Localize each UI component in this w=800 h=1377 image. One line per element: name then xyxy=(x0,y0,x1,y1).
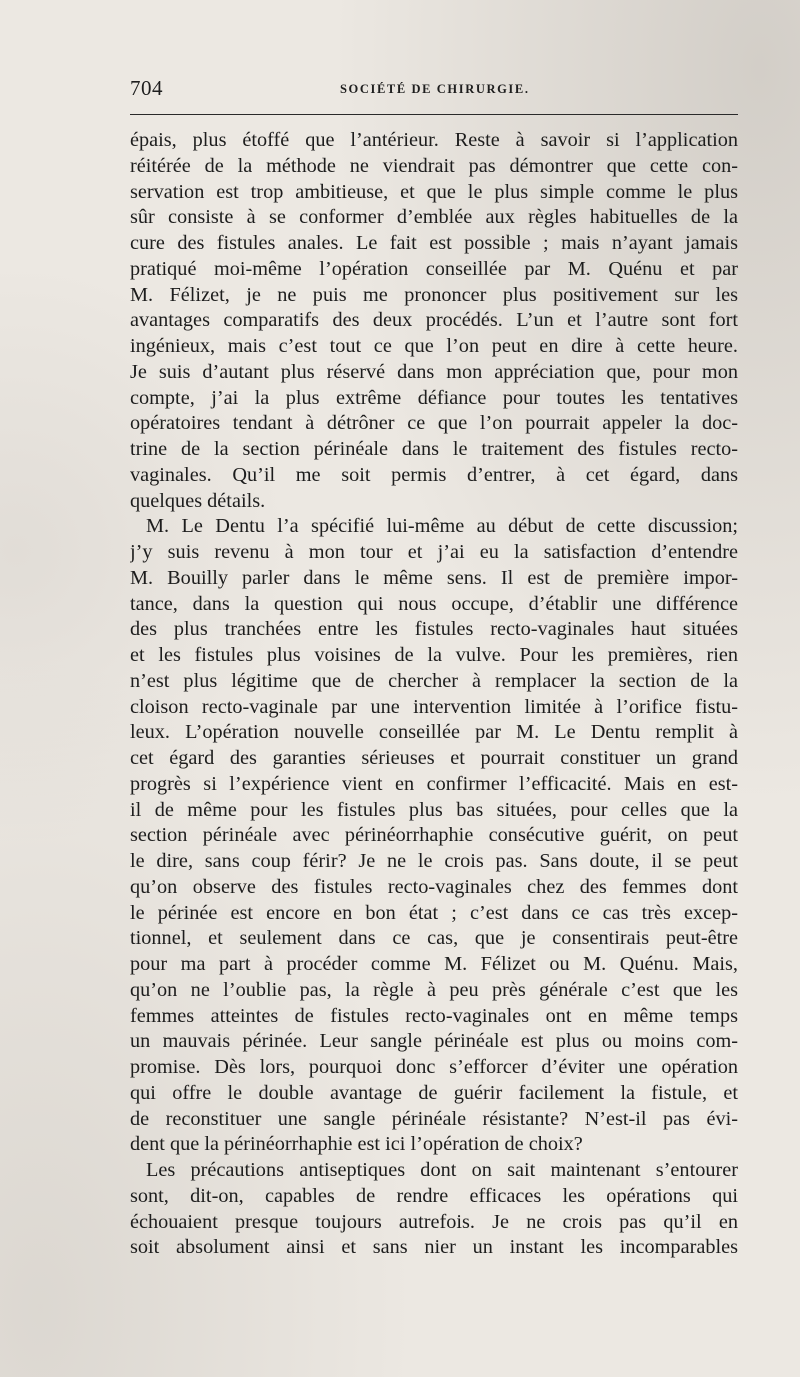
text-line: échouaient presque toujours autrefois. Je ne crois pas qu’il en xyxy=(130,1210,738,1233)
text-line: il de même pour les fistules plus bas situées, pour celles que la xyxy=(130,798,738,821)
text-line: vaginales. Qu’il me soit permis d’entrer, à cet égard, dans xyxy=(130,463,738,486)
text-line: tionnel, et seulement dans ce cas, que je consentirais peut-être xyxy=(130,927,738,950)
text-line: de reconstituer une sangle périnéale résistante? N’est-il pas évi- xyxy=(130,1107,738,1130)
text-line: opératoires tendant à détrôner ce que l’on pourrait appeler la doc- xyxy=(130,412,738,435)
text-line: qui offre le double avantage de guérir facilement la fistule, et xyxy=(130,1081,738,1104)
paragraph-first-line: M. Le Dentu l’a spécifié lui-même au début de cette discussion; xyxy=(146,515,738,538)
text-line: servation est trop ambitieuse, et que le plus simple comme le plus xyxy=(130,180,738,203)
header-rule xyxy=(130,114,738,115)
text-line: compte, j’ai la plus extrême défiance pour toutes les tentatives xyxy=(130,386,738,409)
text-line: qu’on observe des fistules recto-vaginales chez des femmes dont xyxy=(130,875,738,898)
text-line: cet égard des garanties sérieuses et pourrait constituer un grand xyxy=(130,747,738,769)
running-head xyxy=(130,76,738,100)
text-line: M. Bouilly parler dans le même sens. Il est de première impor- xyxy=(130,566,738,589)
text-line: avantages comparatifs des deux procédés. L’un et l’autre sont fort xyxy=(130,309,738,332)
text-line: trine de la section périnéale dans le traitement des fistules recto- xyxy=(130,438,738,460)
text-line: femmes atteintes de fistules recto-vaginales ont en même temps xyxy=(130,1004,738,1027)
text-line: sûr consiste à se conformer d’emblée aux règles habituelles de la xyxy=(130,206,738,229)
text-line: cure des fistules anales. Le fait est possible ; mais n’ayant jamais xyxy=(130,232,738,254)
text-line: qu’on ne l’oublie pas, la règle à peu près générale c’est que les xyxy=(130,978,738,1001)
text-line: et les fistules plus voisines de la vulve. Pour les premières, rien xyxy=(130,644,738,666)
text-line: progrès si l’expérience vient en confirmer l’efficacité. Mais en est- xyxy=(130,772,738,795)
text-line: promise. Dès lors, pourquoi donc s’efforcer d’éviter une opération xyxy=(130,1056,738,1078)
journal-title: SOCIÉTÉ DE CHIRURGIE. xyxy=(340,82,530,96)
text-line: n’est plus légitime que de chercher à remplacer la section de la xyxy=(130,669,738,692)
paragraph-end-line: dent que la périnéorrhaphie est ici l’opération de choix? xyxy=(130,1133,583,1156)
text-line: cloison recto-vaginale par une intervention limitée à l’orifice fistu- xyxy=(130,695,738,718)
text-line: leux. L’opération nouvelle conseillée par M. Le Dentu remplit à xyxy=(130,721,738,744)
text-line: le périnée est encore en bon état ; c’est dans ce cas très excep- xyxy=(130,901,738,924)
text-line: réitérée de la méthode ne viendrait pas démontrer que cette con- xyxy=(130,154,738,177)
paragraph-first-line: Les précautions antiseptiques dont on sait maintenant s’entourer xyxy=(146,1159,738,1181)
text-line: pratiqué moi-même l’opération conseillée par M. Quénu et par xyxy=(130,257,738,280)
text-line: j’y suis revenu à mon tour et j’ai eu la satisfaction d’entendre xyxy=(130,541,738,563)
text-line: M. Félizet, je ne puis me prononcer plus positivement sur les xyxy=(130,283,738,306)
text-line: un mauvais périnée. Leur sangle périnéale est plus ou moins com- xyxy=(130,1030,738,1053)
text-line: des plus tranchées entre les fistules recto-vaginales haut situées xyxy=(130,618,738,641)
text-line: ingénieux, mais c’est tout ce que l’on peut en dire à cette heure. xyxy=(130,335,738,357)
text-line: pour ma part à procéder comme M. Félizet ou M. Quénu. Mais, xyxy=(130,953,738,975)
text-line: le dire, sans coup férir? Je ne le crois pas. Sans doute, il se peut xyxy=(130,850,738,872)
text-line: sont, dit-on, capables de rendre efficaces les opérations qui xyxy=(130,1184,738,1207)
text-line: tance, dans la question qui nous occupe, d’établir une différence xyxy=(130,592,738,615)
text-line: soit absolument ainsi et sans nier un instant les incomparables xyxy=(130,1236,738,1259)
text-line: épais, plus étoffé que l’antérieur. Reste à savoir si l’application xyxy=(130,129,738,151)
text-body xyxy=(130,128,738,1261)
page-number: 704 xyxy=(130,76,163,100)
text-line: Je suis d’autant plus réservé dans mon appréciation que, pour mon xyxy=(130,360,738,383)
text-line: section périnéale avec périnéorrhaphie consécutive guérit, on peut xyxy=(130,824,738,847)
paragraph-end-line: quelques détails. xyxy=(130,489,266,512)
